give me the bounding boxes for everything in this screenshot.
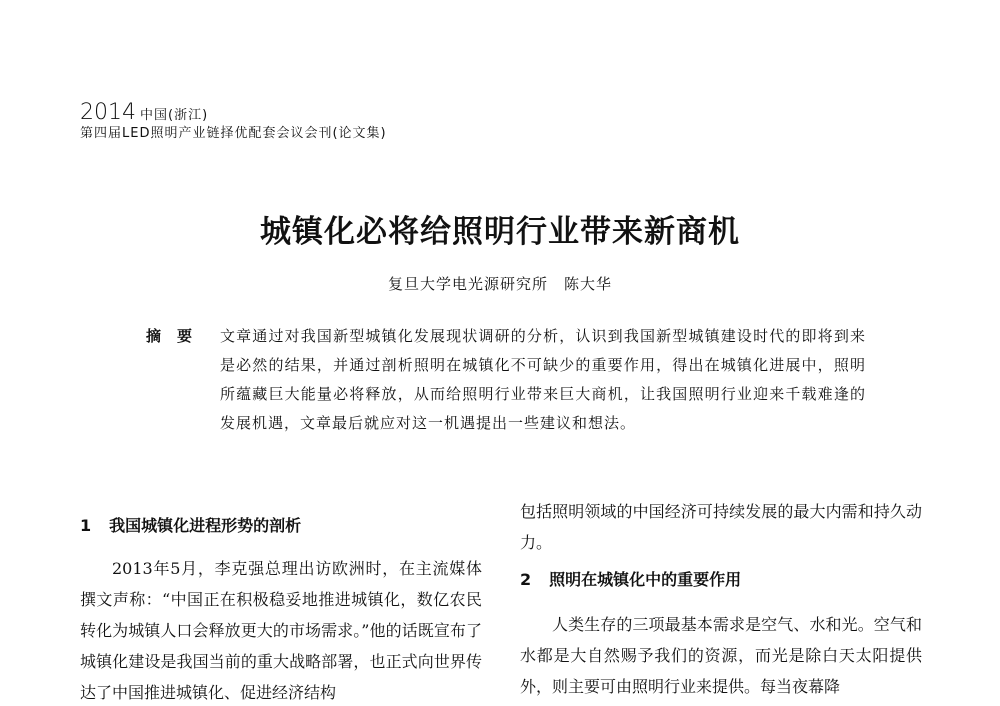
abstract-block [146,322,866,438]
abstract-label: 摘要 [146,327,209,345]
header-year: 2014 [80,100,136,125]
section-1-title: 我国城镇化进程形势的剖析 [109,516,302,535]
section-2-heading [520,564,922,595]
section-2-paragraph: 人类生存的三项最基本需求是空气、水和光。空气和水都是大自然赐予我们的资源，而光是除白天太阳提供外，则主要可由照明行业来提供。每当夜幕降 [520,615,922,696]
section-1-paragraph: 2013年5月，李克强总理出访欧洲时，在主流媒体撰文声称：“中国正在积极稳妥地推进城镇化，数亿农民转化为城镇人口会释放更大的市场需求。”他的话既宣布了城镇化建设是我国当前的重大战略部署，也正式向世界传达了中国推进城镇化、促进经济结构 [80,559,482,702]
section-1-heading [80,510,482,541]
abstract-text: 文章通过对我国新型城镇化发展现状调研的分析，认识到我国新型城镇建设时代的即将到来是必然的结果，并通过剖析照明在城镇化不可缺少的重要作用，得出在城镇化进展中，照明所蕴藏巨大能量必将释放，从而给照明行业带来巨大商机，让我国照明行业迎来千载难逢的发展机遇，文章最后就应对这一机遇提出一些建议和想法。 [220,327,866,432]
section-1-continued-paragraph: 包括照明领域的中国经济可持续发展的最大内需和持久动力。 [520,502,922,552]
paper-title: 城镇化必将给照明行业带来新商机 [260,214,740,250]
header-region: 中国(浙江) [140,108,209,123]
header-line-year [80,100,387,125]
proceedings-header [80,100,387,142]
author-line: 复旦大学电光源研究所 陈大华 [387,275,612,293]
right-column [520,496,922,702]
left-column [80,496,482,706]
section-2-title: 照明在城镇化中的重要作用 [549,570,742,589]
section-1-number: 1 [80,516,92,535]
section-2-number: 2 [520,570,532,589]
header-conference: 第四届LED照明产业链择优配套会议会刊(论文集) [80,126,387,142]
